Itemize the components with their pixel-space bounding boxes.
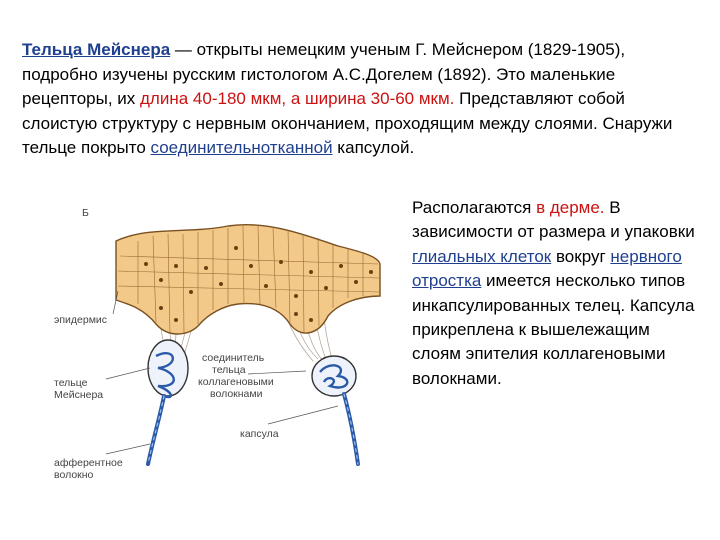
side-paragraph <box>412 196 702 391</box>
label-fibers-line2: тельца <box>212 364 246 376</box>
side-text-2: В зависимости от размера и упаковки <box>412 198 695 242</box>
label-afferent-line2: волокно <box>54 469 94 481</box>
side-text-3: вокруг <box>551 246 611 266</box>
panel-letter: Б <box>82 207 89 219</box>
meissner-title-link[interactable]: Тельца Мейснера <box>22 40 171 59</box>
size-highlight: длина 40-180 мкм, а ширина 30-60 мкм. <box>140 89 455 109</box>
intro-text-3: капсулой. <box>332 138 415 158</box>
label-capsule: капсула <box>240 428 279 440</box>
meissner-corpuscle-diagram <box>38 196 398 496</box>
label-afferent-line1: афферентное <box>54 457 123 469</box>
intro-paragraph <box>22 38 702 161</box>
label-fibers-line1: соединитель <box>202 352 265 364</box>
meissner-corpuscle-left <box>148 340 188 397</box>
dermis-highlight: в дерме. <box>536 198 605 217</box>
label-corpuscle-line2: Мейснера <box>54 389 104 401</box>
glial-cells-link[interactable]: глиальных клеток <box>412 246 552 266</box>
label-fibers-line4: волокнами <box>210 388 263 400</box>
label-corpuscle-line1: тельце <box>54 377 88 389</box>
meissner-corpuscle-right <box>312 356 356 396</box>
label-fibers-line3: коллагеновыми <box>198 376 274 388</box>
nerve-process-link[interactable]: нервного отростка <box>412 246 682 291</box>
connective-tissue-link[interactable]: соединительнотканной <box>150 138 333 158</box>
intro-text-2: Представляют собой слоистую структуру с нервным окончанием, проходящим между слоями. Снаружи тельце покрыто <box>22 89 673 158</box>
intro-text-1: — открыты немецким ученым Г. Мейснером (1829-1905), подробно изучены русским гистологом А.С.Догелем (1892). Это маленькие рецепторы, их <box>22 40 626 109</box>
side-text-1: Располагаются <box>412 198 537 217</box>
label-epidermis: эпидермис <box>54 314 108 326</box>
side-text-4: имеется несколько типов инкапсулированных телец. Капсула прикреплена к вышележащим слоям эпителия коллагеновыми волокнами. <box>412 271 695 388</box>
